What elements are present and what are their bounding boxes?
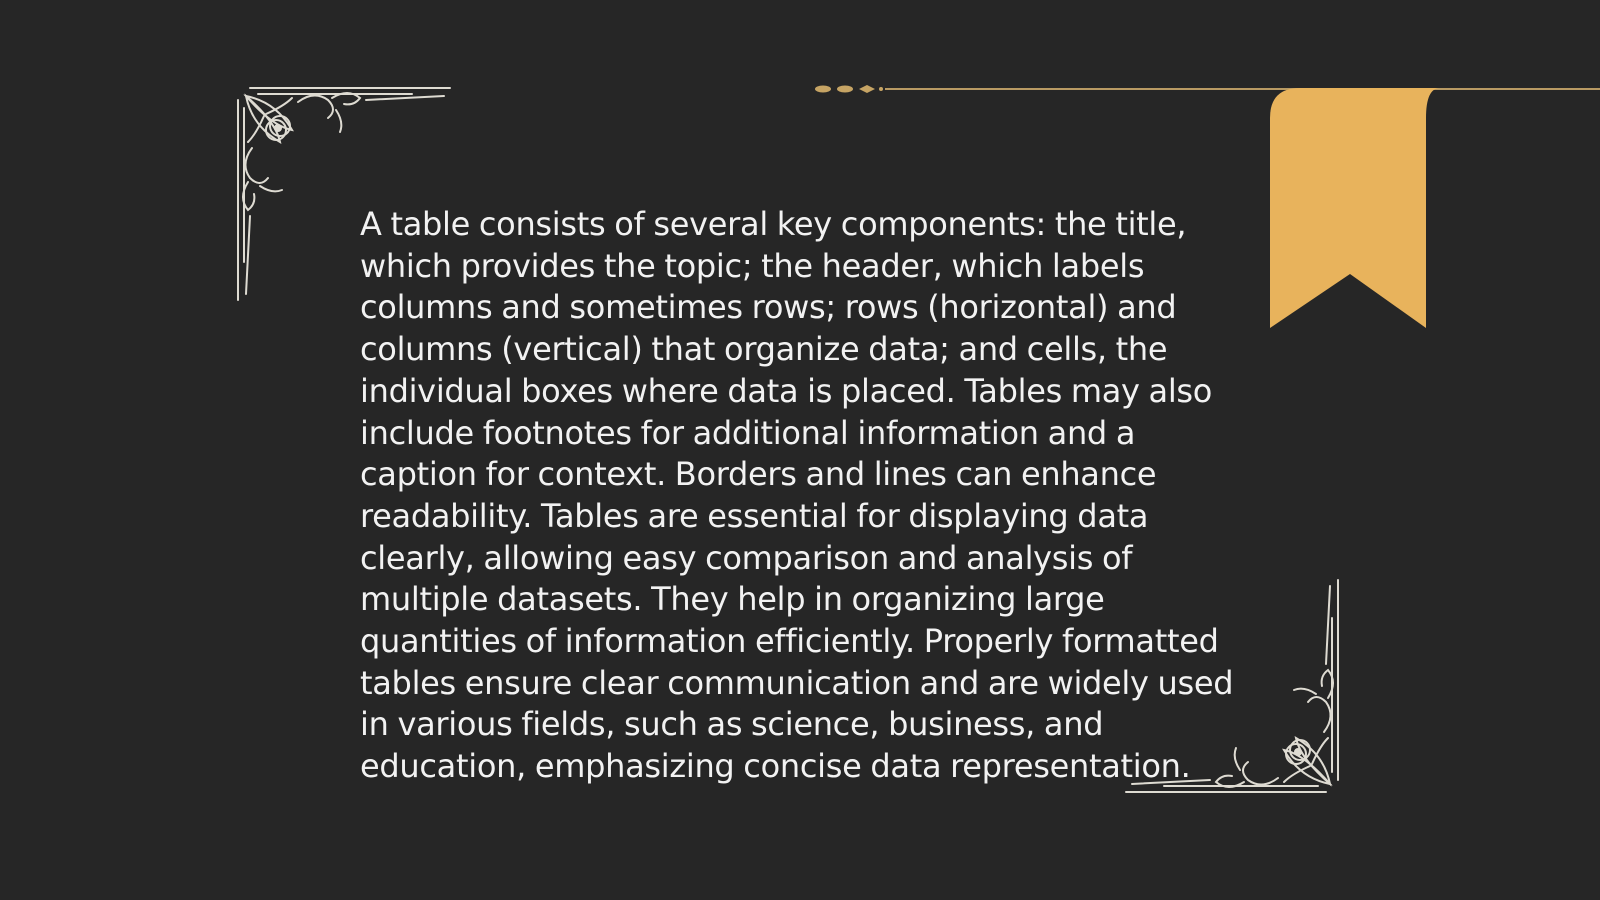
body-paragraph: A table consists of several key components: the title, which provides the topic; the header, which labels columns and sometimes rows; rows (horizontal) and columns (vertical) that organize data; and cells, the individual boxes where data is placed. Tables may also include footnotes for additional information and a caption for context. Borders and lines can enhance readability. Tables are essential for displaying data clearly, allowing easy comparison and analysis of multiple datasets. They help in organizing large quantities of information efficiently. Properly formatted tables ensure clear communication and are widely used in various fields, such as science, business, and education, emphasizing concise data representation. xyxy=(360,205,1234,786)
decorative-top-rule xyxy=(815,85,1600,93)
bookmark-ribbon-icon xyxy=(1270,88,1440,333)
